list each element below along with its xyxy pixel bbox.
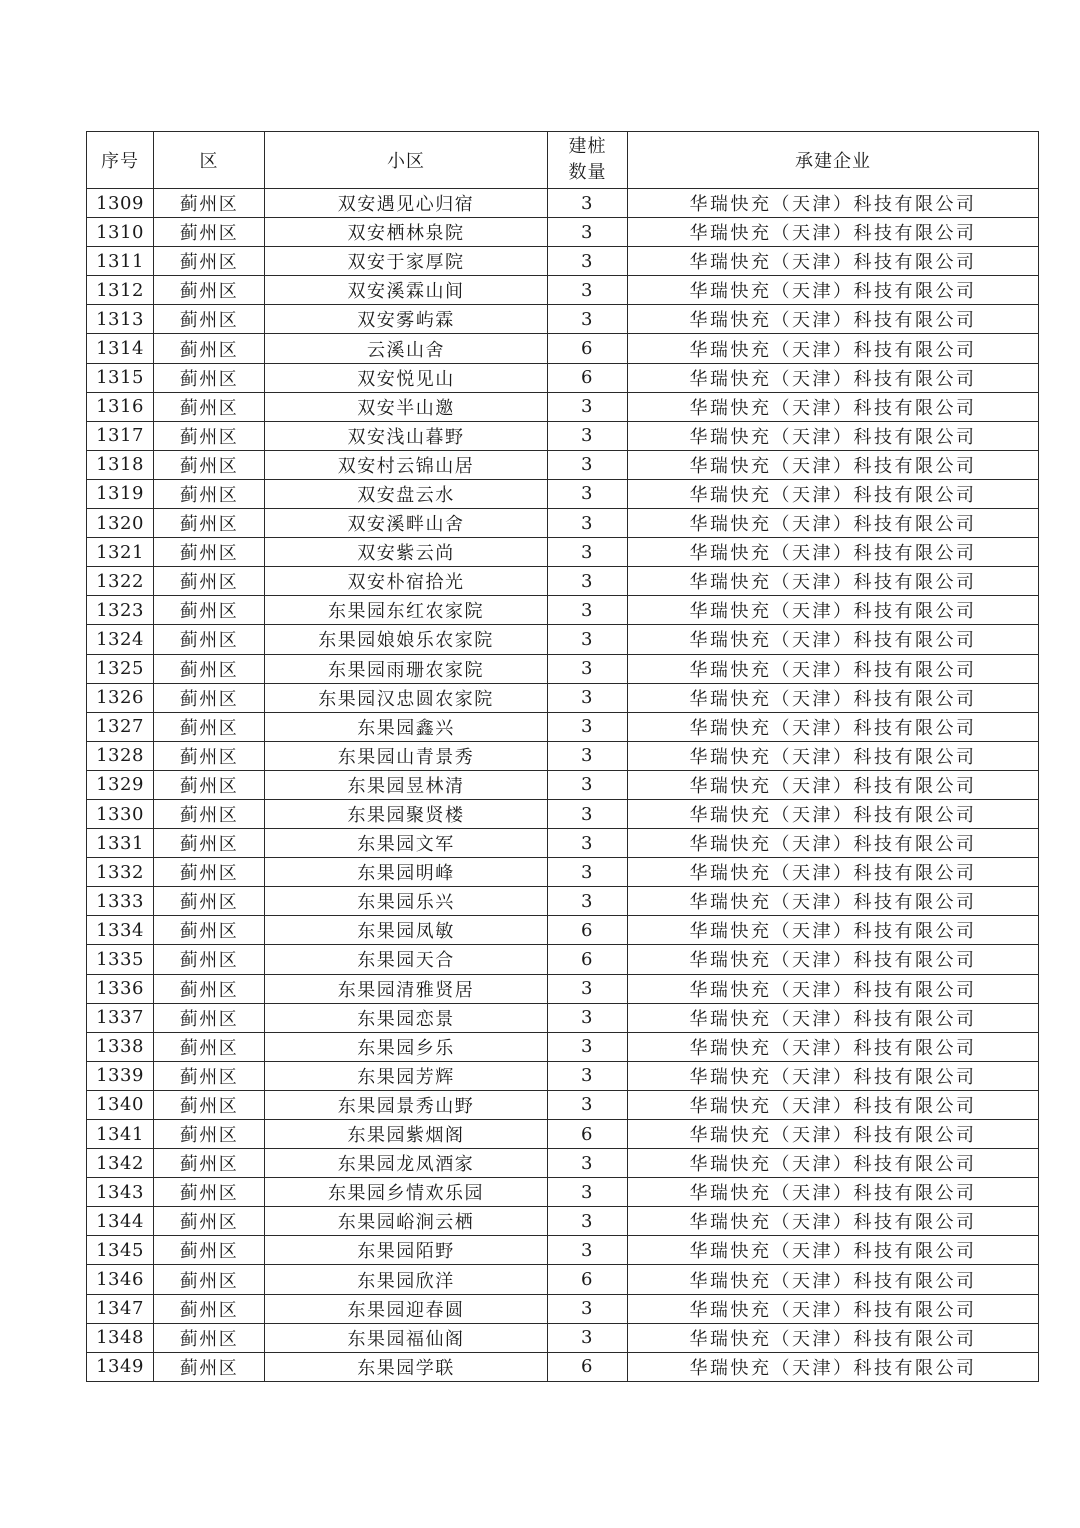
cell-pile-count: 3 <box>548 276 628 305</box>
cell-district: 蓟州区 <box>154 1236 265 1265</box>
header-row <box>87 132 1039 189</box>
cell-community: 双安遇见心归宿 <box>265 189 548 218</box>
cell-community: 东果园鑫兴 <box>265 712 548 741</box>
cell-company: 华瑞快充（天津）科技有限公司 <box>628 247 1039 276</box>
cell-pile-count: 3 <box>548 392 628 421</box>
cell-pile-count: 6 <box>548 363 628 392</box>
cell-pile-count: 3 <box>548 1003 628 1032</box>
cell-community: 东果园福仙阁 <box>265 1323 548 1352</box>
cell-seq: 1316 <box>87 392 154 421</box>
table-row <box>87 770 1039 799</box>
cell-seq: 1324 <box>87 625 154 654</box>
cell-pile-count: 3 <box>548 858 628 887</box>
cell-seq: 1322 <box>87 567 154 596</box>
cell-district: 蓟州区 <box>154 1090 265 1119</box>
cell-seq: 1341 <box>87 1120 154 1149</box>
cell-seq: 1331 <box>87 829 154 858</box>
table-body <box>87 189 1039 1382</box>
cell-community: 东果园紫烟阁 <box>265 1120 548 1149</box>
table-row <box>87 1323 1039 1352</box>
cell-seq: 1326 <box>87 683 154 712</box>
cell-community: 双安盘云水 <box>265 479 548 508</box>
cell-company: 华瑞快充（天津）科技有限公司 <box>628 1323 1039 1352</box>
cell-seq: 1345 <box>87 1236 154 1265</box>
cell-community: 东果园凤敏 <box>265 916 548 945</box>
cell-seq: 1335 <box>87 945 154 974</box>
cell-pile-count: 3 <box>548 799 628 828</box>
table-row <box>87 567 1039 596</box>
cell-pile-count: 3 <box>548 479 628 508</box>
cell-seq: 1336 <box>87 974 154 1003</box>
cell-district: 蓟州区 <box>154 887 265 916</box>
cell-district: 蓟州区 <box>154 247 265 276</box>
cell-company: 华瑞快充（天津）科技有限公司 <box>628 596 1039 625</box>
cell-pile-count: 3 <box>548 741 628 770</box>
cell-seq: 1320 <box>87 509 154 538</box>
cell-district: 蓟州区 <box>154 1149 265 1178</box>
cell-district: 蓟州区 <box>154 334 265 363</box>
cell-community: 双安半山邀 <box>265 392 548 421</box>
table-row <box>87 712 1039 741</box>
cell-seq: 1313 <box>87 305 154 334</box>
cell-district: 蓟州区 <box>154 596 265 625</box>
table-row <box>87 450 1039 479</box>
cell-pile-count: 6 <box>548 1265 628 1294</box>
cell-pile-count: 3 <box>548 596 628 625</box>
cell-pile-count: 6 <box>548 1352 628 1381</box>
cell-company: 华瑞快充（天津）科技有限公司 <box>628 770 1039 799</box>
cell-pile-count: 3 <box>548 421 628 450</box>
cell-district: 蓟州区 <box>154 654 265 683</box>
cell-community: 东果园娘娘乐农家院 <box>265 625 548 654</box>
cell-pile-count: 3 <box>548 450 628 479</box>
cell-pile-count: 3 <box>548 1032 628 1061</box>
cell-seq: 1348 <box>87 1323 154 1352</box>
cell-community: 东果园清雅贤居 <box>265 974 548 1003</box>
cell-community: 东果园汉忠圆农家院 <box>265 683 548 712</box>
cell-community: 东果园景秀山野 <box>265 1090 548 1119</box>
cell-seq: 1309 <box>87 189 154 218</box>
table-row <box>87 363 1039 392</box>
cell-seq: 1312 <box>87 276 154 305</box>
cell-community: 双安朴宿拾光 <box>265 567 548 596</box>
cell-company: 华瑞快充（天津）科技有限公司 <box>628 1003 1039 1032</box>
cell-company: 华瑞快充（天津）科技有限公司 <box>628 567 1039 596</box>
cell-community: 东果园陌野 <box>265 1236 548 1265</box>
cell-district: 蓟州区 <box>154 945 265 974</box>
table-row <box>87 247 1039 276</box>
cell-community: 东果园龙凤酒家 <box>265 1149 548 1178</box>
cell-seq: 1323 <box>87 596 154 625</box>
cell-community: 双安浅山暮野 <box>265 421 548 450</box>
cell-company: 华瑞快充（天津）科技有限公司 <box>628 1207 1039 1236</box>
cell-community: 东果园乡乐 <box>265 1032 548 1061</box>
cell-community: 东果园恋景 <box>265 1003 548 1032</box>
cell-seq: 1328 <box>87 741 154 770</box>
cell-seq: 1315 <box>87 363 154 392</box>
cell-pile-count: 3 <box>548 654 628 683</box>
table-row <box>87 829 1039 858</box>
cell-community: 东果园迎春圆 <box>265 1294 548 1323</box>
cell-company: 华瑞快充（天津）科技有限公司 <box>628 189 1039 218</box>
table-row <box>87 1003 1039 1032</box>
table-row <box>87 1061 1039 1090</box>
cell-pile-count: 3 <box>548 625 628 654</box>
cell-district: 蓟州区 <box>154 1032 265 1061</box>
cell-district: 蓟州区 <box>154 363 265 392</box>
cell-district: 蓟州区 <box>154 218 265 247</box>
cell-community: 双安村云锦山居 <box>265 450 548 479</box>
cell-pile-count: 3 <box>548 1149 628 1178</box>
table-row <box>87 421 1039 450</box>
cell-pile-count: 3 <box>548 1207 628 1236</box>
cell-district: 蓟州区 <box>154 1061 265 1090</box>
cell-company: 华瑞快充（天津）科技有限公司 <box>628 916 1039 945</box>
cell-pile-count: 3 <box>548 189 628 218</box>
cell-pile-count: 3 <box>548 1323 628 1352</box>
table-row <box>87 392 1039 421</box>
table-row <box>87 1149 1039 1178</box>
cell-seq: 1342 <box>87 1149 154 1178</box>
cell-company: 华瑞快充（天津）科技有限公司 <box>628 887 1039 916</box>
cell-seq: 1327 <box>87 712 154 741</box>
cell-seq: 1338 <box>87 1032 154 1061</box>
table-row <box>87 1294 1039 1323</box>
cell-community: 双安栖林泉院 <box>265 218 548 247</box>
cell-district: 蓟州区 <box>154 538 265 567</box>
cell-seq: 1314 <box>87 334 154 363</box>
table-row <box>87 799 1039 828</box>
cell-district: 蓟州区 <box>154 479 265 508</box>
cell-seq: 1317 <box>87 421 154 450</box>
cell-district: 蓟州区 <box>154 974 265 1003</box>
cell-pile-count: 3 <box>548 712 628 741</box>
cell-district: 蓟州区 <box>154 741 265 770</box>
table-row <box>87 887 1039 916</box>
cell-community: 双安溪霖山间 <box>265 276 548 305</box>
cell-community: 双安紫云尚 <box>265 538 548 567</box>
cell-district: 蓟州区 <box>154 1352 265 1381</box>
cell-company: 华瑞快充（天津）科技有限公司 <box>628 509 1039 538</box>
cell-company: 华瑞快充（天津）科技有限公司 <box>628 538 1039 567</box>
cell-pile-count: 3 <box>548 829 628 858</box>
cell-community: 东果园芳辉 <box>265 1061 548 1090</box>
cell-seq: 1319 <box>87 479 154 508</box>
cell-company: 华瑞快充（天津）科技有限公司 <box>628 712 1039 741</box>
table-row <box>87 1207 1039 1236</box>
cell-pile-count: 3 <box>548 305 628 334</box>
charging-pile-table <box>86 131 1039 1382</box>
cell-district: 蓟州区 <box>154 450 265 479</box>
cell-community: 东果园天合 <box>265 945 548 974</box>
cell-community: 双安雾屿霖 <box>265 305 548 334</box>
cell-pile-count: 6 <box>548 334 628 363</box>
cell-seq: 1311 <box>87 247 154 276</box>
cell-company: 华瑞快充（天津）科技有限公司 <box>628 1032 1039 1061</box>
cell-seq: 1334 <box>87 916 154 945</box>
cell-pile-count: 3 <box>548 247 628 276</box>
table-row <box>87 596 1039 625</box>
cell-community: 东果园文军 <box>265 829 548 858</box>
cell-pile-count: 3 <box>548 887 628 916</box>
cell-district: 蓟州区 <box>154 916 265 945</box>
cell-company: 华瑞快充（天津）科技有限公司 <box>628 945 1039 974</box>
table-row <box>87 305 1039 334</box>
cell-company: 华瑞快充（天津）科技有限公司 <box>628 450 1039 479</box>
cell-district: 蓟州区 <box>154 770 265 799</box>
cell-company: 华瑞快充（天津）科技有限公司 <box>628 799 1039 828</box>
header-district: 区 <box>154 132 265 189</box>
cell-pile-count: 3 <box>548 567 628 596</box>
cell-community: 东果园乐兴 <box>265 887 548 916</box>
cell-seq: 1310 <box>87 218 154 247</box>
table-row <box>87 741 1039 770</box>
table-row <box>87 1032 1039 1061</box>
cell-community: 东果园昱林清 <box>265 770 548 799</box>
cell-district: 蓟州区 <box>154 1003 265 1032</box>
cell-company: 华瑞快充（天津）科技有限公司 <box>628 392 1039 421</box>
cell-district: 蓟州区 <box>154 1294 265 1323</box>
cell-community: 东果园学联 <box>265 1352 548 1381</box>
cell-pile-count: 6 <box>548 945 628 974</box>
cell-company: 华瑞快充（天津）科技有限公司 <box>628 974 1039 1003</box>
cell-pile-count: 3 <box>548 509 628 538</box>
cell-community: 双安悦见山 <box>265 363 548 392</box>
cell-district: 蓟州区 <box>154 1207 265 1236</box>
cell-company: 华瑞快充（天津）科技有限公司 <box>628 334 1039 363</box>
cell-district: 蓟州区 <box>154 276 265 305</box>
cell-company: 华瑞快充（天津）科技有限公司 <box>628 1265 1039 1294</box>
cell-community: 云溪山舍 <box>265 334 548 363</box>
cell-district: 蓟州区 <box>154 683 265 712</box>
cell-company: 华瑞快充（天津）科技有限公司 <box>628 654 1039 683</box>
cell-company: 华瑞快充（天津）科技有限公司 <box>628 421 1039 450</box>
cell-community: 双安溪畔山舍 <box>265 509 548 538</box>
cell-seq: 1325 <box>87 654 154 683</box>
cell-district: 蓟州区 <box>154 625 265 654</box>
cell-pile-count: 3 <box>548 974 628 1003</box>
cell-company: 华瑞快充（天津）科技有限公司 <box>628 363 1039 392</box>
cell-company: 华瑞快充（天津）科技有限公司 <box>628 829 1039 858</box>
cell-district: 蓟州区 <box>154 712 265 741</box>
cell-pile-count: 3 <box>548 770 628 799</box>
cell-company: 华瑞快充（天津）科技有限公司 <box>628 741 1039 770</box>
table-row <box>87 276 1039 305</box>
header-pile-count <box>548 132 628 189</box>
cell-district: 蓟州区 <box>154 392 265 421</box>
cell-seq: 1321 <box>87 538 154 567</box>
cell-company: 华瑞快充（天津）科技有限公司 <box>628 1352 1039 1381</box>
cell-seq: 1330 <box>87 799 154 828</box>
table-row <box>87 1178 1039 1207</box>
cell-seq: 1333 <box>87 887 154 916</box>
cell-community: 东果园峪涧云栖 <box>265 1207 548 1236</box>
cell-seq: 1332 <box>87 858 154 887</box>
cell-company: 华瑞快充（天津）科技有限公司 <box>628 276 1039 305</box>
cell-district: 蓟州区 <box>154 509 265 538</box>
table-header <box>87 132 1039 189</box>
cell-pile-count: 3 <box>548 1061 628 1090</box>
cell-seq: 1339 <box>87 1061 154 1090</box>
cell-district: 蓟州区 <box>154 189 265 218</box>
cell-pile-count: 3 <box>548 1294 628 1323</box>
cell-company: 华瑞快充（天津）科技有限公司 <box>628 1061 1039 1090</box>
cell-seq: 1349 <box>87 1352 154 1381</box>
cell-district: 蓟州区 <box>154 1178 265 1207</box>
cell-community: 东果园山青景秀 <box>265 741 548 770</box>
cell-district: 蓟州区 <box>154 305 265 334</box>
cell-company: 华瑞快充（天津）科技有限公司 <box>628 1120 1039 1149</box>
table-row <box>87 1236 1039 1265</box>
cell-company: 华瑞快充（天津）科技有限公司 <box>628 1294 1039 1323</box>
cell-company: 华瑞快充（天津）科技有限公司 <box>628 1178 1039 1207</box>
cell-community: 双安于家厚院 <box>265 247 548 276</box>
cell-district: 蓟州区 <box>154 829 265 858</box>
cell-pile-count: 3 <box>548 1090 628 1119</box>
cell-company: 华瑞快充（天津）科技有限公司 <box>628 218 1039 247</box>
table-row <box>87 974 1039 1003</box>
cell-company: 华瑞快充（天津）科技有限公司 <box>628 479 1039 508</box>
table-row <box>87 189 1039 218</box>
cell-community: 东果园雨珊农家院 <box>265 654 548 683</box>
table-row <box>87 218 1039 247</box>
cell-seq: 1344 <box>87 1207 154 1236</box>
cell-district: 蓟州区 <box>154 1323 265 1352</box>
cell-district: 蓟州区 <box>154 567 265 596</box>
table-row <box>87 858 1039 887</box>
cell-pile-count: 3 <box>548 218 628 247</box>
cell-company: 华瑞快充（天津）科技有限公司 <box>628 1149 1039 1178</box>
cell-district: 蓟州区 <box>154 858 265 887</box>
table-row <box>87 479 1039 508</box>
cell-district: 蓟州区 <box>154 799 265 828</box>
table-row <box>87 945 1039 974</box>
cell-company: 华瑞快充（天津）科技有限公司 <box>628 1236 1039 1265</box>
cell-seq: 1318 <box>87 450 154 479</box>
cell-seq: 1343 <box>87 1178 154 1207</box>
table-row <box>87 654 1039 683</box>
cell-company: 华瑞快充（天津）科技有限公司 <box>628 625 1039 654</box>
cell-district: 蓟州区 <box>154 1265 265 1294</box>
cell-company: 华瑞快充（天津）科技有限公司 <box>628 305 1039 334</box>
table-row <box>87 1090 1039 1119</box>
cell-district: 蓟州区 <box>154 421 265 450</box>
table-row <box>87 1265 1039 1294</box>
cell-community: 东果园乡情欢乐园 <box>265 1178 548 1207</box>
cell-company: 华瑞快充（天津）科技有限公司 <box>628 683 1039 712</box>
cell-company: 华瑞快充（天津）科技有限公司 <box>628 858 1039 887</box>
cell-seq: 1346 <box>87 1265 154 1294</box>
cell-community: 东果园欣洋 <box>265 1265 548 1294</box>
table-row <box>87 916 1039 945</box>
cell-company: 华瑞快充（天津）科技有限公司 <box>628 1090 1039 1119</box>
cell-pile-count: 3 <box>548 538 628 567</box>
cell-seq: 1329 <box>87 770 154 799</box>
cell-pile-count: 3 <box>548 1236 628 1265</box>
cell-community: 东果园东红农家院 <box>265 596 548 625</box>
cell-district: 蓟州区 <box>154 1120 265 1149</box>
header-pile-count-line1: 建桩 <box>568 136 607 157</box>
cell-community: 东果园明峰 <box>265 858 548 887</box>
cell-seq: 1340 <box>87 1090 154 1119</box>
header-community: 小区 <box>265 132 548 189</box>
table-row <box>87 1352 1039 1381</box>
table-row <box>87 625 1039 654</box>
table-row <box>87 538 1039 567</box>
cell-seq: 1337 <box>87 1003 154 1032</box>
header-company: 承建企业 <box>628 132 1039 189</box>
table-row <box>87 509 1039 538</box>
cell-pile-count: 3 <box>548 683 628 712</box>
header-seq: 序号 <box>87 132 154 189</box>
table-row <box>87 334 1039 363</box>
cell-community: 东果园聚贤楼 <box>265 799 548 828</box>
table-row <box>87 1120 1039 1149</box>
cell-seq: 1347 <box>87 1294 154 1323</box>
cell-pile-count: 6 <box>548 916 628 945</box>
cell-pile-count: 3 <box>548 1178 628 1207</box>
header-pile-count-line2: 数量 <box>568 162 607 183</box>
cell-pile-count: 6 <box>548 1120 628 1149</box>
table-row <box>87 683 1039 712</box>
